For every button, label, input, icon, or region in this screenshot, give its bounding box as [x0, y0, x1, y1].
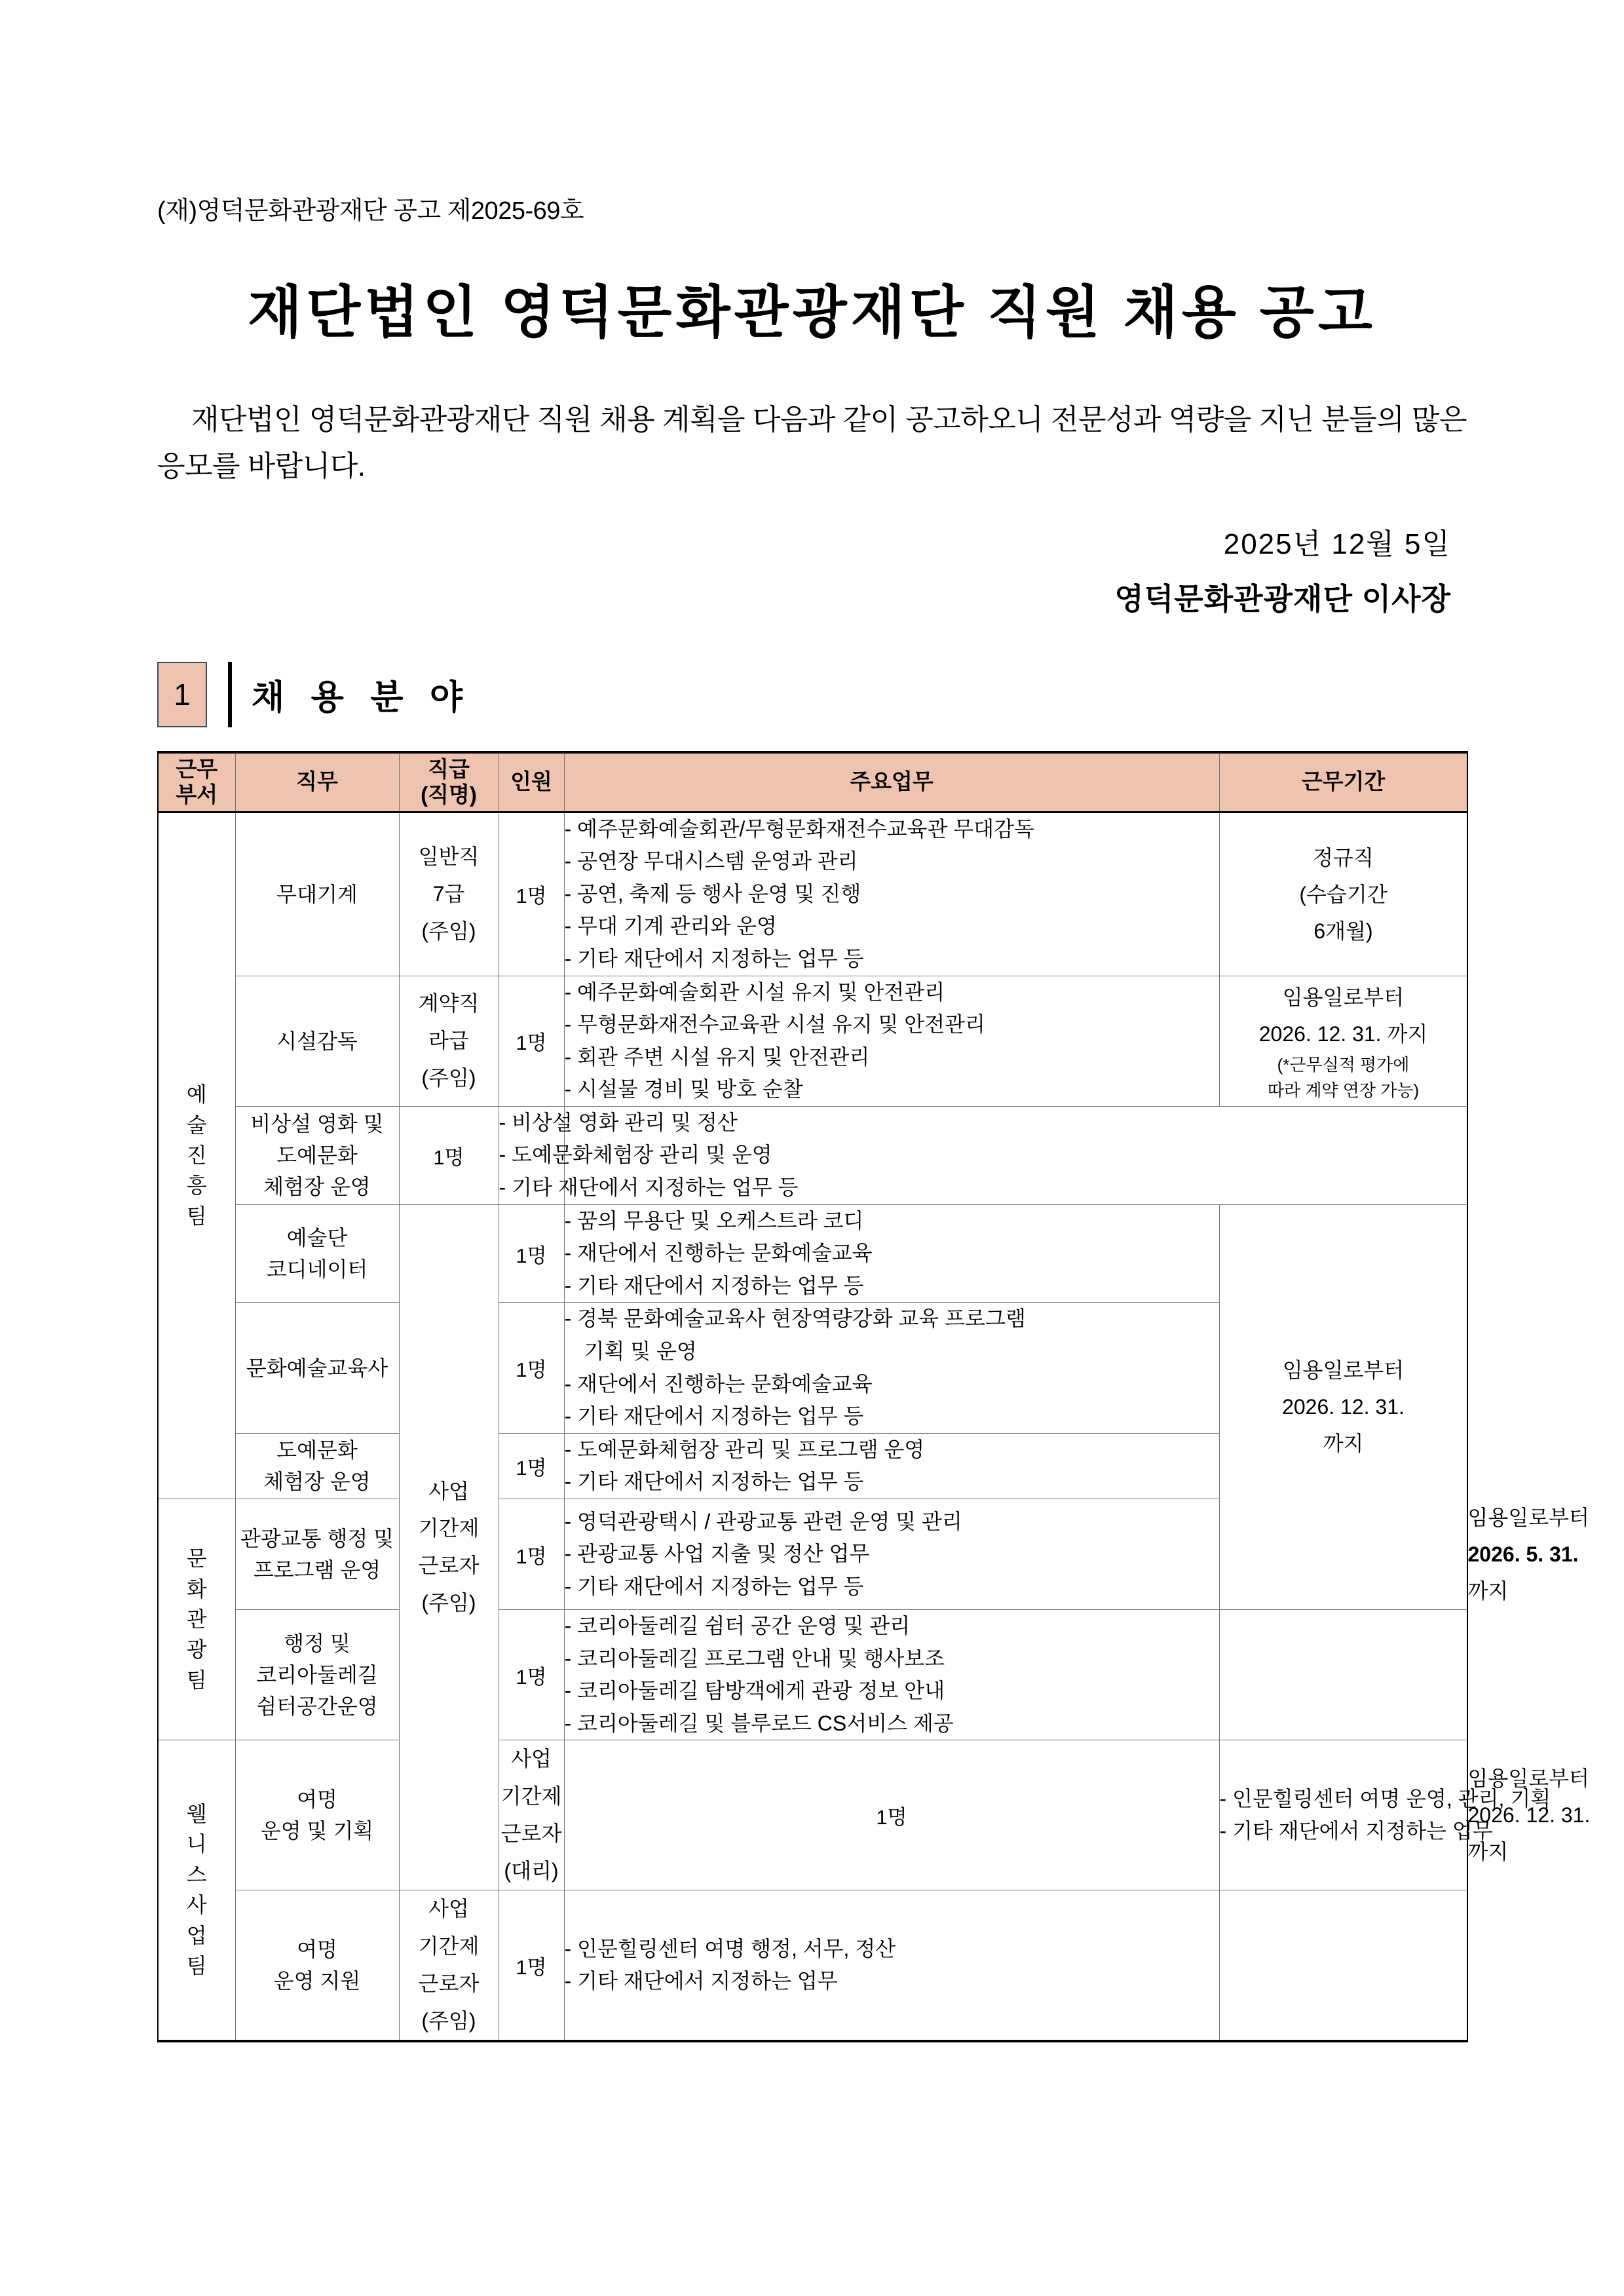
duty-line: - 코리아둘레길 탐방객에게 관광 정보 안내 — [564, 1679, 945, 1703]
job-title-line: 프로그램 운영 — [253, 1558, 381, 1582]
job-title-line: 행정 및 — [284, 1632, 350, 1656]
duty-line: - 인문힐링센터 여명 운영, 관리, 기획 — [1219, 1786, 1551, 1810]
rank-line: 7급 — [432, 882, 465, 906]
cell-duties — [564, 812, 1219, 976]
rank-line: 라급 — [428, 1029, 469, 1053]
duty-line: - 기타 재단에서 지정하는 업무 등 — [564, 1574, 864, 1598]
rank-line: 기간제 — [418, 1516, 480, 1540]
cell-duties — [564, 1433, 1219, 1499]
cell-headcount: 1명 — [499, 1610, 564, 1740]
duty-line: - 회관 주변 시설 유지 및 안전관리 — [564, 1044, 870, 1069]
cell-rank-shared — [399, 1204, 499, 1890]
job-title-line: 코디네이터 — [266, 1257, 368, 1282]
work-period-line: 2026. 12. 31. 까지 — [1258, 1022, 1428, 1046]
column-header-rank — [399, 752, 499, 813]
duty-line: - 도예문화체험장 관리 및 운영 — [499, 1143, 772, 1167]
column-header-rank-line2: (직명) — [421, 782, 477, 807]
cell-duties — [564, 1303, 1219, 1433]
cell-job-title — [235, 976, 399, 1106]
cell-job-title — [235, 812, 399, 976]
cell-job-title — [235, 1890, 399, 2041]
work-period-line: 2026. 12. 31. — [1282, 1395, 1405, 1419]
duty-line: - 영덕관광택시 / 관광교통 관련 운영 및 관리 — [564, 1509, 962, 1533]
table-row — [158, 812, 1467, 976]
cell-job-title — [235, 1740, 399, 1890]
job-title-line: 운영 지원 — [273, 1969, 361, 1993]
job-title-line: 문화예술교육사 — [246, 1356, 388, 1380]
cell-department — [158, 1740, 235, 2041]
cell-headcount: 1명 — [564, 1740, 1219, 1890]
work-period-line: 6개월) — [1313, 919, 1373, 943]
rank-line: 계약직 — [418, 991, 480, 1016]
duty-line: - 기타 재단에서 지정하는 업무 등 — [564, 1404, 864, 1428]
table-row: 문화관광팀 관광교통 행정 및 프로그램 운영 1명 - 영덕관광택시 / 관광교통 관련 운영 및 관리 - 관광교통 사업 지출 및 정산 업무 - 기타 재단에서 지정하는 업무 등 임용일로부터 2026. 5. 31. 까지 — [158, 1499, 1467, 1610]
column-header-dept — [158, 752, 235, 813]
cell-duties — [1219, 1740, 1551, 1890]
table-row — [158, 1610, 1467, 1740]
duty-line: - 코리아둘레길 쉼터 공간 운영 및 관리 — [564, 1614, 911, 1637]
duty-line: - 관광교통 사업 지출 및 정산 업무 — [564, 1542, 870, 1566]
duty-line: - 예주문화예술회관 시설 유지 및 안전관리 — [564, 980, 945, 1004]
duty-line: - 재단에서 진행하는 문화예술교육 — [564, 1371, 873, 1396]
duty-line: - 무대 기계 관리와 운영 — [564, 914, 777, 938]
cell-duties — [564, 976, 1219, 1106]
work-period-line: 임용일로부터 — [1282, 1358, 1405, 1383]
rank-line: (주임) — [421, 919, 476, 943]
table-row — [158, 1106, 1467, 1204]
table-body — [158, 812, 1591, 2041]
duty-line: - 도예문화체험장 관리 및 프로그램 운영 — [564, 1437, 925, 1461]
cell-duties — [564, 1890, 1219, 2041]
department-label: 문화관광팀 — [186, 1546, 207, 1692]
duty-line: - 꿈의 무용단 및 오케스트라 코디 — [564, 1208, 864, 1233]
department-label: 웰니스사업팀 — [186, 1802, 207, 1978]
duty-line: - 기타 재단에서 지정하는 업무 등 — [564, 1470, 864, 1494]
job-title-line: 예술단 — [286, 1226, 348, 1250]
duty-line: - 공연장 무대시스템 운영과 관리 — [564, 849, 858, 873]
cell-duties — [564, 1499, 1219, 1610]
cell-job-title — [235, 1106, 399, 1204]
cell-rank — [399, 976, 499, 1106]
duty-line: - 코리아둘레길 프로그램 안내 및 행사보조 — [564, 1646, 945, 1670]
column-header-job: 직무 — [235, 752, 399, 813]
cell-headcount: 1명 — [399, 1106, 499, 1204]
job-title-line: 관광교통 행정 및 — [240, 1527, 394, 1550]
duty-line: - 예주문화예술회관/무형문화재전수교육관 무대감독 — [564, 816, 1034, 841]
column-header-dept-line2: 부서 — [176, 782, 218, 807]
column-header-duty: 주요업무 — [564, 752, 1219, 813]
duty-line: - 비상설 영화 관리 및 정산 — [499, 1110, 738, 1134]
duty-line: - 시설물 경비 및 방호 순찰 — [564, 1077, 803, 1101]
duty-line: 기획 및 운영 — [584, 1339, 697, 1364]
work-period-line: 정규직 — [1313, 845, 1374, 870]
cell-job-title — [235, 1303, 399, 1433]
job-title-line: 무대기계 — [276, 882, 358, 906]
duty-line: - 경북 문화예술교육사 현장역량강화 교육 프로그램 — [564, 1307, 1026, 1331]
recruitment-table — [157, 751, 1591, 2042]
announcement-date: 2025년 12월 5일 — [1223, 527, 1451, 560]
cell-work-period — [1219, 976, 1467, 1106]
table-row — [158, 1890, 1467, 2041]
signer-name: 영덕문화관광재단 이사장 — [1114, 581, 1451, 616]
cell-work-period — [1219, 812, 1467, 976]
table-header-row — [158, 752, 1467, 813]
rank-line: 사업 — [428, 1479, 469, 1503]
rank-line: 기간제 — [418, 1934, 480, 1959]
job-title-line: 여명 — [297, 1788, 337, 1812]
duty-line: - 기타 재단에서 지정하는 업무 — [1219, 1819, 1493, 1843]
cell-headcount: 1명 — [499, 1890, 564, 2041]
rank-line: (주임) — [421, 2009, 476, 2033]
cell-rank — [399, 812, 499, 976]
column-header-dept-line1: 근무 — [176, 756, 218, 781]
rank-line: 사업 — [511, 1747, 552, 1771]
duty-line: - 무형문화재전수교육관 시설 유지 및 안전관리 — [564, 1012, 985, 1037]
rank-line: (주임) — [421, 1066, 476, 1090]
cell-department — [158, 1499, 235, 1740]
duty-line: - 기타 재단에서 지정하는 업무 등 — [564, 946, 864, 970]
job-title-line: 쉼터공간운영 — [256, 1694, 378, 1719]
notice-number: (재)영덕문화관광재단 공고 제2025-69호 — [157, 197, 584, 225]
cell-job-title — [235, 1610, 399, 1740]
work-period-line: 임용일로부터 — [1282, 985, 1405, 1009]
department-label: 예술진흥팀 — [186, 1082, 207, 1228]
intro-paragraph: 재단법인 영덕문화관광재단 직원 채용 계획을 다음과 같이 공고하오니 전문성과 역량을 지닌 분들의 많은 응모를 바랍니다. — [157, 404, 1467, 483]
cell-job-title — [235, 1499, 399, 1610]
rank-line: (대리) — [504, 1859, 559, 1883]
section-title: 채 용 분 야 — [252, 679, 472, 718]
rank-line: 사업 — [428, 1897, 469, 1921]
table-row — [158, 976, 1467, 1106]
cell-duties — [499, 1106, 799, 1204]
cell-department — [158, 812, 235, 1499]
duty-line: - 기타 재단에서 지정하는 업무 등 — [564, 1273, 864, 1297]
cell-job-title — [235, 1204, 399, 1303]
duty-line: - 기타 재단에서 지정하는 업무 — [564, 1969, 838, 1993]
rank-line: (주임) — [421, 1591, 476, 1615]
column-header-term: 근무기간 — [1219, 752, 1467, 813]
cell-duties — [564, 1204, 1219, 1303]
column-header-headcount: 인원 — [499, 752, 564, 813]
cell-rank — [399, 1890, 499, 2041]
duty-line: - 기타 재단에서 지정하는 업무 등 — [499, 1176, 799, 1200]
cell-headcount: 1명 — [499, 1499, 564, 1610]
job-title-line: 체험장 운영 — [263, 1175, 371, 1199]
work-period-line: 까지 — [1323, 1432, 1364, 1456]
table-row: 웰니스사업팀 여명 운영 및 기획 사업 기간제 근로자 (대리) 1명 - 인문힐링센터 여명 운영, 관리, 기획 - 기타 재단에서 지정하는 업무 임용일로부터 2026. 12. 31. 까지 — [158, 1740, 1467, 1890]
duty-line: - 재단에서 진행하는 문화예술교육 — [564, 1241, 873, 1265]
job-title-line: 여명 — [297, 1938, 337, 1962]
job-title-line: 도예문화 — [276, 1438, 358, 1463]
duty-line: - 공연, 축제 등 행사 운영 및 진행 — [564, 881, 861, 906]
section-number-badge: 1 — [157, 662, 207, 727]
job-title-line: 비상설 영화 및 — [250, 1112, 384, 1136]
duty-line: - 코리아둘레길 및 블루로드 CS서비스 제공 — [564, 1711, 954, 1735]
work-period-line: 따라 계약 연장 가능) — [1267, 1080, 1420, 1100]
column-header-rank-line1: 직급 — [428, 756, 470, 781]
duty-line: - 인문힐링센터 여명 행정, 서무, 정산 — [564, 1936, 896, 1961]
rank-line: 근로자 — [418, 1972, 480, 1996]
section-heading — [157, 662, 1467, 727]
job-title-line: 코리아둘레길 — [256, 1663, 378, 1687]
cell-headcount: 1명 — [499, 976, 564, 1106]
work-period-line: (*근무실적 평가에 — [1277, 1054, 1410, 1075]
cell-work-period — [1219, 1204, 1467, 1609]
cell-duties — [564, 1610, 1219, 1740]
cell-headcount: 1명 — [499, 1204, 564, 1303]
cell-headcount: 1명 — [499, 812, 564, 976]
rank-line: 기간제 — [500, 1784, 562, 1808]
rank-line: 일반직 — [418, 845, 480, 869]
cell-rank — [499, 1740, 564, 1890]
rank-line: 근로자 — [500, 1822, 562, 1846]
cell-job-title — [235, 1433, 399, 1499]
rank-line: 근로자 — [418, 1554, 480, 1578]
table-row — [158, 1204, 1467, 1303]
job-title-line: 도예문화 — [276, 1143, 358, 1168]
job-title-line: 시설감독 — [276, 1029, 358, 1053]
work-period-line: (수습기간 — [1299, 882, 1388, 906]
job-title-line: 운영 및 기획 — [260, 1819, 374, 1843]
page-title: 재단법인 영덕문화관광재단 직원 채용 공고 — [248, 281, 1376, 344]
cell-headcount: 1명 — [499, 1433, 564, 1499]
job-title-line: 체험장 운영 — [263, 1470, 371, 1494]
cell-headcount: 1명 — [499, 1303, 564, 1433]
